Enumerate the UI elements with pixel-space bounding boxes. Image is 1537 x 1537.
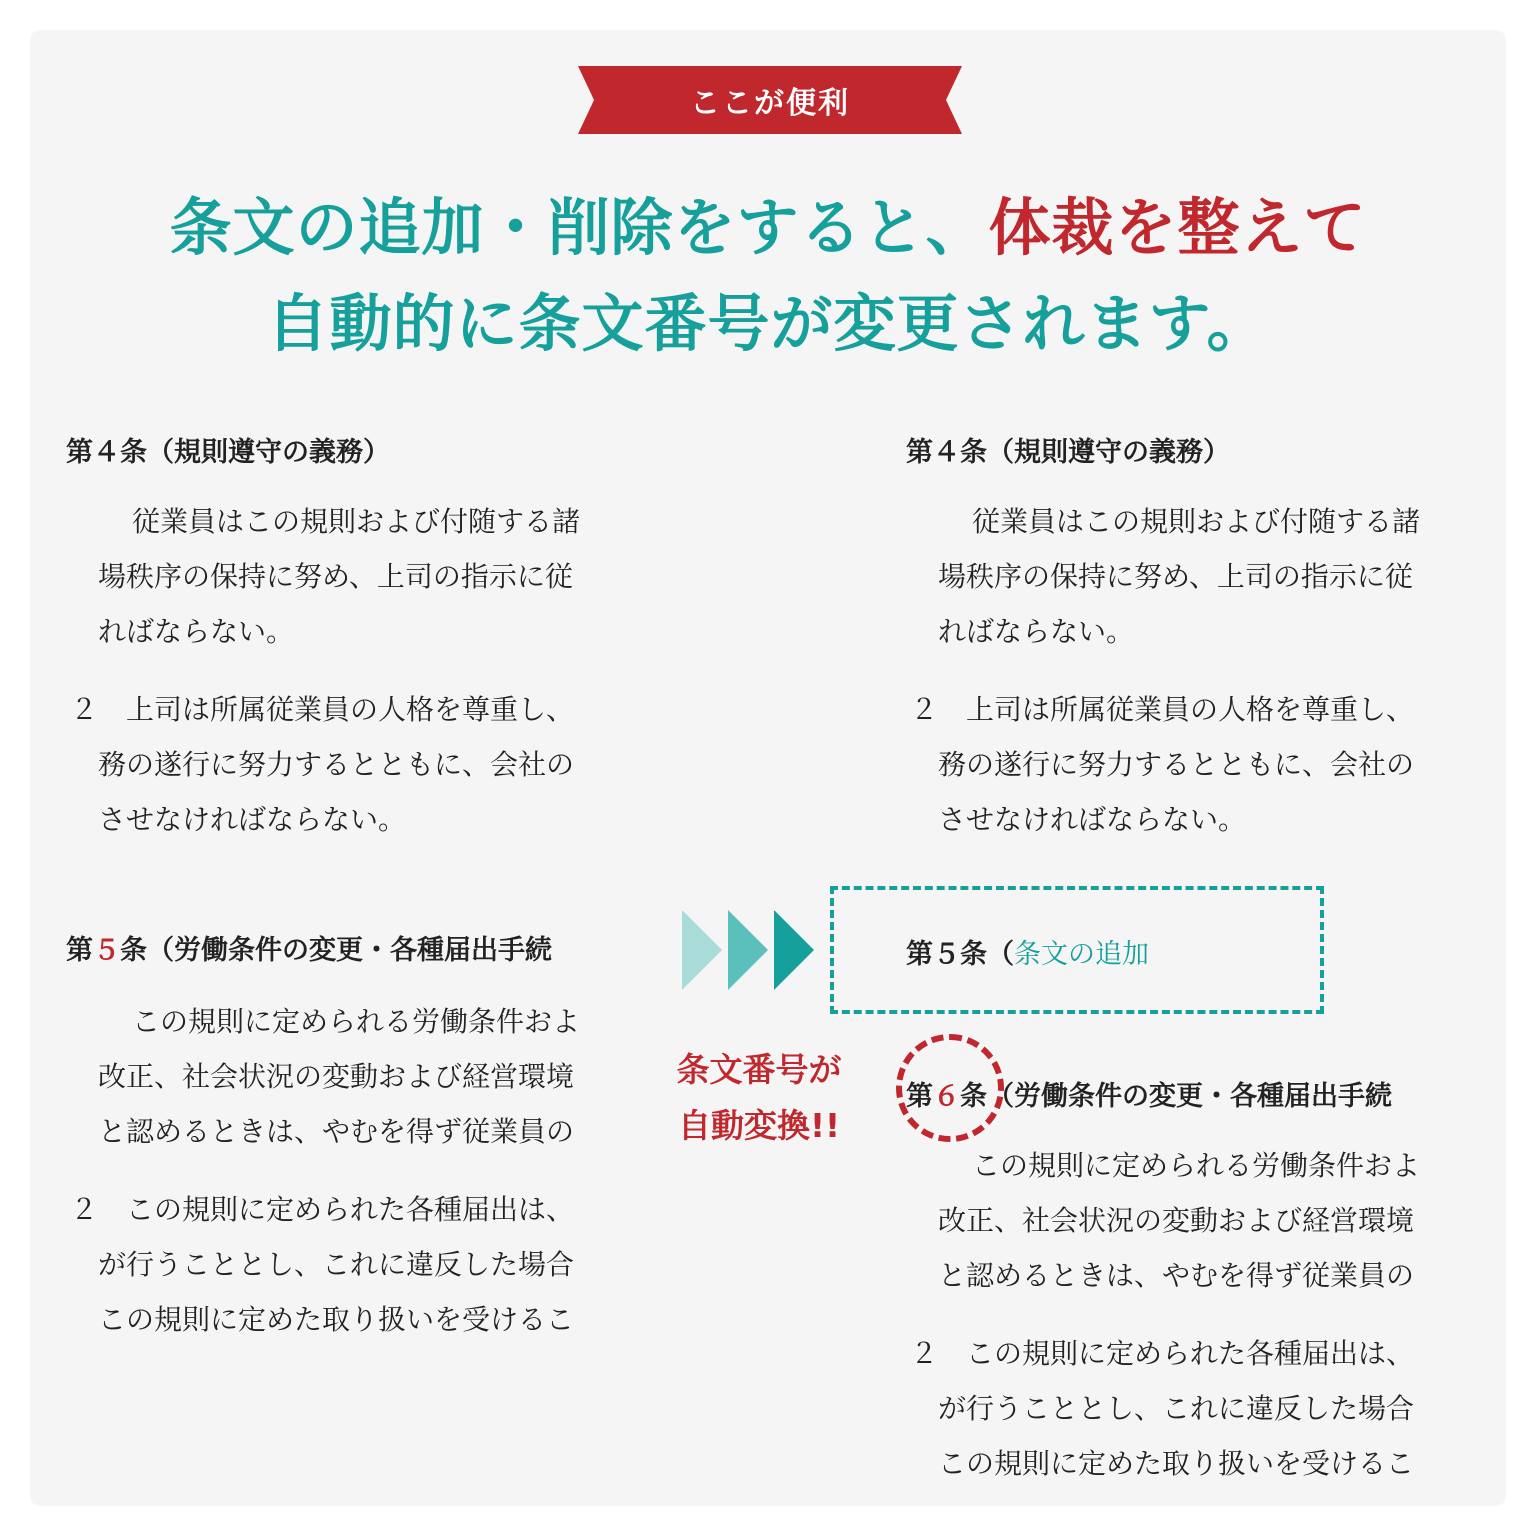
added-article-number: 第５条（ bbox=[906, 939, 1014, 970]
article-6-heading: （労働条件の変更・各種届出手続 bbox=[987, 1081, 1392, 1112]
text-line: ればならない。 bbox=[98, 615, 295, 648]
text-line: させなければならない。 bbox=[98, 803, 407, 836]
ribbon-label: ここが便利 bbox=[690, 86, 850, 121]
article-6-number: ６ bbox=[933, 1081, 960, 1112]
chevron-arrows bbox=[682, 910, 818, 990]
article-4-paragraph-1 bbox=[906, 494, 1420, 659]
article-label: 第 bbox=[66, 935, 93, 966]
article-4-paragraph-1 bbox=[66, 494, 580, 659]
arrows bbox=[682, 910, 818, 994]
article-4-title bbox=[66, 430, 390, 469]
headline-line-1 bbox=[30, 180, 1506, 276]
feature-card bbox=[30, 30, 1506, 1506]
text-line: 従業員はこの規則および付随する諸 bbox=[132, 505, 581, 538]
article-6-paragraph-1 bbox=[906, 1138, 1420, 1303]
article-4-title bbox=[906, 430, 1230, 469]
text-line: 場秩序の保持に努め、上司の指示に従 bbox=[98, 560, 573, 593]
text-line: この規則に定めた取り扱いを受けるこ bbox=[98, 1303, 575, 1336]
text-line: が行うこととし、これに違反した場合 bbox=[98, 1248, 575, 1281]
article-label: 条 bbox=[960, 1081, 987, 1112]
added-article-highlight-box bbox=[830, 886, 1324, 1014]
article-4-heading: （規則遵守の義務） bbox=[147, 437, 390, 468]
text-line: ２ この規則に定められた各種届出は、 bbox=[910, 1337, 1415, 1370]
text-line: 改正、社会状況の変動および経営環境 bbox=[938, 1204, 1415, 1237]
article-5-number: ５ bbox=[93, 935, 120, 966]
text-line: 従業員はこの規則および付随する諸 bbox=[972, 505, 1421, 538]
article-4-number: 第４条 bbox=[66, 437, 147, 468]
renumbered-highlight-circle bbox=[896, 1034, 1004, 1142]
added-article-label: 条文の追加 bbox=[1014, 939, 1149, 970]
text-line: と認めるときは、やむを得ず従業員の bbox=[938, 1259, 1415, 1292]
text-line: 改正、社会状況の変動および経営環境 bbox=[98, 1060, 575, 1093]
article-4-heading: （規則遵守の義務） bbox=[987, 437, 1230, 468]
headline-red-text: 体裁を整えて bbox=[988, 191, 1367, 264]
article-5-paragraph-2 bbox=[66, 1182, 574, 1347]
text-line: させなければならない。 bbox=[938, 803, 1247, 836]
feature-ribbon bbox=[578, 66, 962, 134]
article-label: 条 bbox=[120, 935, 147, 966]
text-line: が行うこととし、これに違反した場合 bbox=[938, 1392, 1415, 1425]
text-line: この規則に定めた取り扱いを受けるこ bbox=[938, 1447, 1415, 1480]
article-4-number: 第４条 bbox=[906, 437, 987, 468]
text-line: ればならない。 bbox=[938, 615, 1135, 648]
chevron-right-icon bbox=[774, 910, 814, 990]
text-line: この規則に定められる労働条件およ bbox=[972, 1149, 1421, 1182]
text-line: 務の遂行に努力するとともに、会社の bbox=[98, 748, 575, 781]
article-label: 第 bbox=[906, 1081, 933, 1112]
article-5-paragraph-1 bbox=[66, 994, 580, 1159]
text-line: 務の遂行に努力するとともに、会社の bbox=[938, 748, 1415, 781]
note-line-1: 条文番号が bbox=[676, 1050, 842, 1089]
headline-teal-text: 条文の追加・削除をすると、 bbox=[169, 191, 989, 264]
article-5-title bbox=[66, 928, 552, 967]
article-5-heading: （労働条件の変更・各種届出手続 bbox=[147, 935, 552, 966]
headline-line-2: 自動的に条文番号が変更されます。 bbox=[266, 287, 1270, 360]
chevron-right-icon bbox=[682, 910, 722, 990]
text-line: と認めるときは、やむを得ず従業員の bbox=[98, 1115, 575, 1148]
headline bbox=[30, 180, 1506, 372]
auto-renumber-note bbox=[652, 1042, 866, 1154]
article-4-paragraph-2 bbox=[66, 682, 574, 847]
article-6-paragraph-2 bbox=[906, 1326, 1414, 1491]
text-line: ２ 上司は所属従業員の人格を尊重し、 bbox=[910, 693, 1415, 726]
text-line: ２ 上司は所属従業員の人格を尊重し、 bbox=[70, 693, 575, 726]
before-document bbox=[66, 410, 626, 1490]
article-4-paragraph-2 bbox=[906, 682, 1414, 847]
text-line: この規則に定められる労働条件およ bbox=[132, 1005, 581, 1038]
text-line: 場秩序の保持に努め、上司の指示に従 bbox=[938, 560, 1413, 593]
chevron-right-icon bbox=[728, 910, 768, 990]
text-line: ２ この規則に定められた各種届出は、 bbox=[70, 1193, 575, 1226]
note-line-2: 自動変換!! bbox=[677, 1106, 841, 1145]
